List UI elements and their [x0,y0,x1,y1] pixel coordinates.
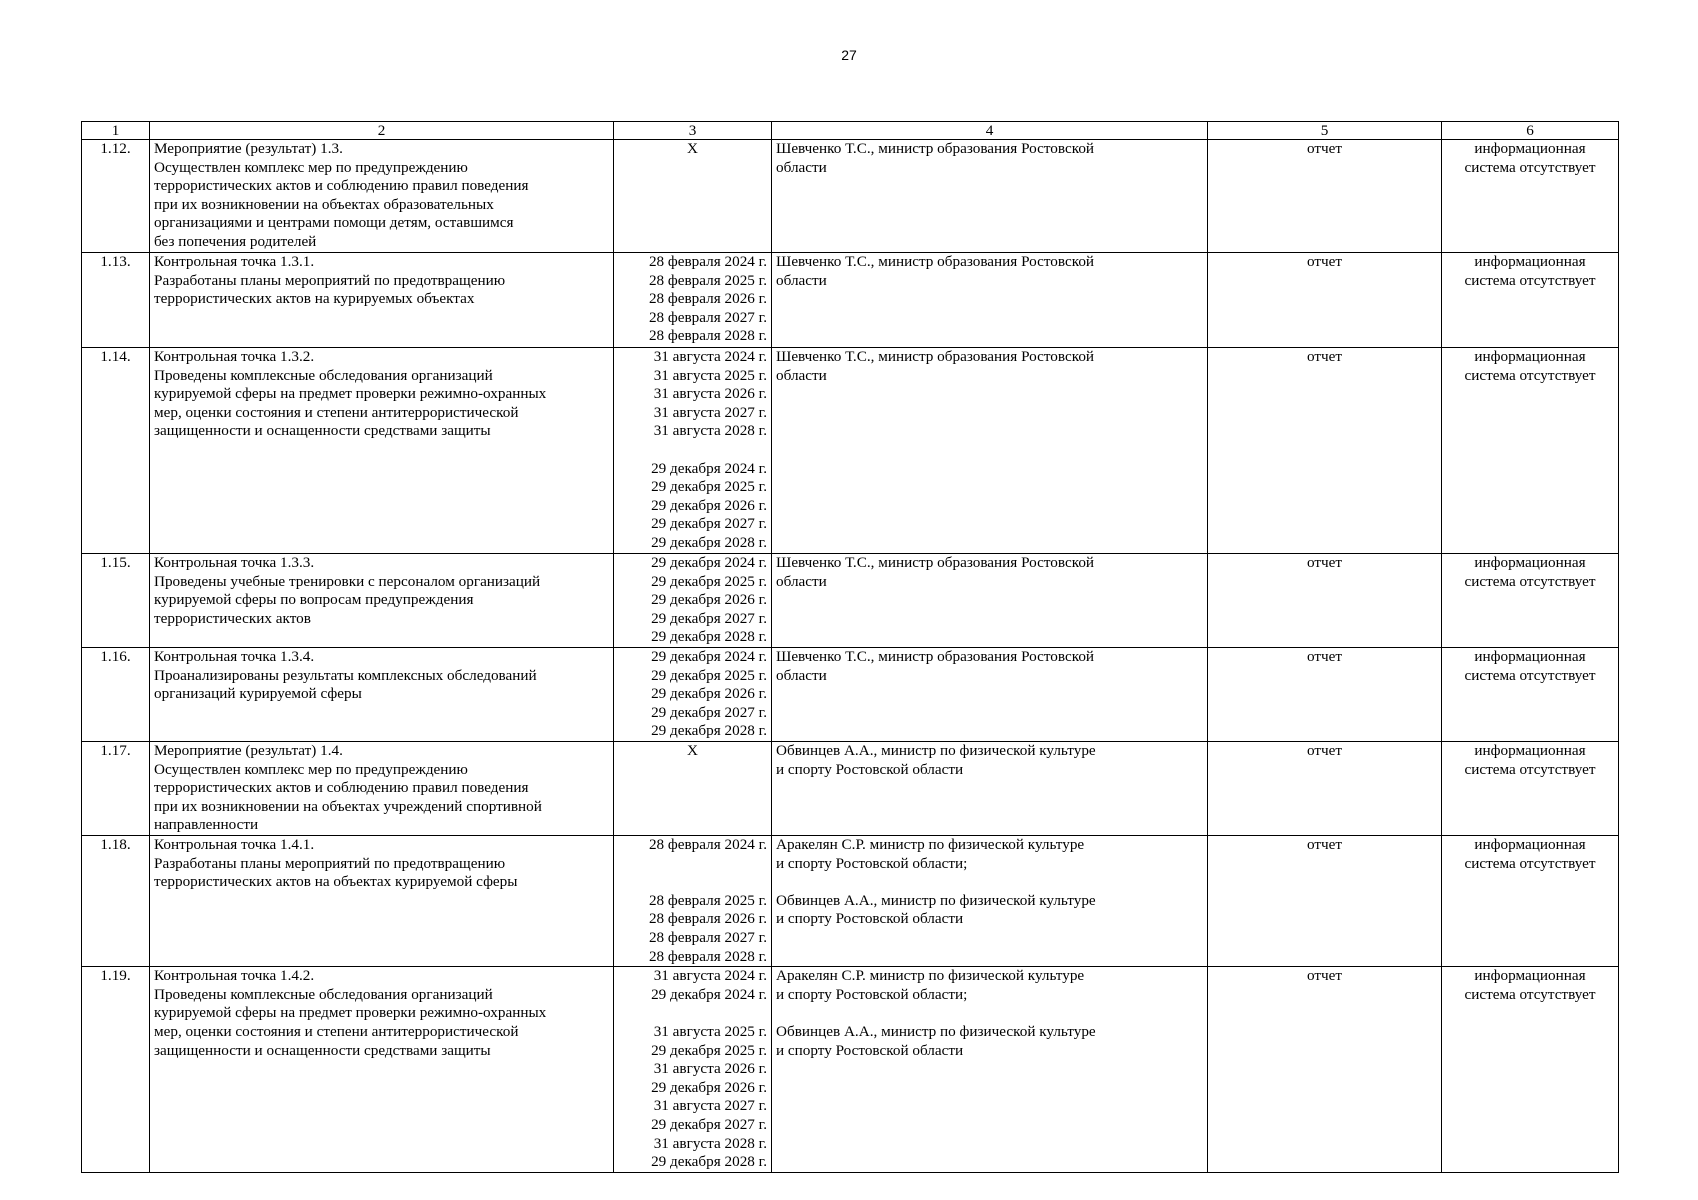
row-responsible: Обвинцев А.А., министр по физической культуре и спорту Ростовской области [772,742,1208,836]
row-number: 1.13. [82,253,150,348]
row-number: 1.18. [82,836,150,967]
row-responsible: Аракелян С.Р. министр по физической культуре и спорту Ростовской области; Обвинцев А.А., министр по физической культуре и спорту Ростовской области [772,836,1208,967]
column-header-1: 1 [82,122,150,140]
row-number: 1.16. [82,648,150,742]
row-information-system: информационная система отсутствует [1442,742,1619,836]
row-number: 1.15. [82,554,150,648]
row-information-system: информационная система отсутствует [1442,348,1619,554]
row-document: отчет [1208,648,1442,742]
row-number: 1.17. [82,742,150,836]
row-description: Мероприятие (результат) 1.3. Осуществлен комплекс мер по предупреждению террористических актов и соблюдению правил поведения при их возникновении на объектах образовательных организациями и центрами помощи детям, оставшимся без попечения родителей [150,140,614,253]
row-information-system: информационная система отсутствует [1442,648,1619,742]
page-number: 27 [841,47,857,63]
row-responsible: Шевченко Т.С., министр образования Ростовской области [772,140,1208,253]
row-document: отчет [1208,836,1442,967]
header-row [82,122,1619,140]
row-responsible: Шевченко Т.С., министр образования Ростовской области [772,348,1208,554]
row-responsible: Аракелян С.Р. министр по физической культуре и спорту Ростовской области; Обвинцев А.А., министр по физической культуре и спорту Ростовской области [772,967,1208,1173]
table-row [82,836,1619,967]
column-header-5: 5 [1208,122,1442,140]
row-description: Контрольная точка 1.4.1. Разработаны планы мероприятий по предотвращению террористических актов на объектах курируемой сферы [150,836,614,967]
row-description: Контрольная точка 1.3.2. Проведены комплексные обследования организаций курируемой сферы на предмет проверки режимно-охранных мер, оценки состояния и степени антитеррористической защищенности и оснащенности средствами защиты [150,348,614,554]
table-row [82,554,1619,648]
row-description: Контрольная точка 1.3.1. Разработаны планы мероприятий по предотвращению террористических актов на курируемых объектах [150,253,614,348]
table-row [82,742,1619,836]
row-number: 1.14. [82,348,150,554]
row-information-system: информационная система отсутствует [1442,554,1619,648]
table-row [82,967,1619,1173]
table-row [82,140,1619,253]
row-responsible: Шевченко Т.С., министр образования Ростовской области [772,554,1208,648]
row-dates: X [614,742,772,836]
row-document: отчет [1208,140,1442,253]
row-description: Мероприятие (результат) 1.4. Осуществлен комплекс мер по предупреждению террористических актов и соблюдению правил поведения при их возникновении на объектах учреждений спортивной направленности [150,742,614,836]
row-dates: 29 декабря 2024 г. 29 декабря 2025 г. 29 декабря 2026 г. 29 декабря 2027 г. 29 декабря 2028 г. [614,554,772,648]
row-responsible: Шевченко Т.С., министр образования Ростовской области [772,253,1208,348]
row-information-system: информационная система отсутствует [1442,967,1619,1173]
row-dates: 28 февраля 2024 г. 28 февраля 2025 г. 28 февраля 2026 г. 28 февраля 2027 г. 28 февраля 2028 г. [614,253,772,348]
row-dates: 31 августа 2024 г. 31 августа 2025 г. 31 августа 2026 г. 31 августа 2027 г. 31 августа 2028 г. 29 декабря 2024 г. 29 декабря 2025 г. 29 декабря 2026 г. 29 декабря 2027 г. 29 декабря 2028 г. [614,348,772,554]
row-document: отчет [1208,348,1442,554]
table-row [82,648,1619,742]
row-document: отчет [1208,554,1442,648]
row-dates: X [614,140,772,253]
plan-table [81,121,1619,1173]
row-dates: 29 декабря 2024 г. 29 декабря 2025 г. 29 декабря 2026 г. 29 декабря 2027 г. 29 декабря 2028 г. [614,648,772,742]
row-document: отчет [1208,967,1442,1173]
row-dates: 28 февраля 2024 г. 28 февраля 2025 г. 28 февраля 2026 г. 28 февраля 2027 г. 28 февраля 2028 г. [614,836,772,967]
row-information-system: информационная система отсутствует [1442,253,1619,348]
row-description: Контрольная точка 1.4.2. Проведены комплексные обследования организаций курируемой сферы на предмет проверки режимно-охранных мер, оценки состояния и степени антитеррористической защищенности и оснащенности средствами защиты [150,967,614,1173]
column-header-4: 4 [772,122,1208,140]
column-header-2: 2 [150,122,614,140]
row-information-system: информационная система отсутствует [1442,140,1619,253]
row-document: отчет [1208,253,1442,348]
row-number: 1.19. [82,967,150,1173]
row-number: 1.12. [82,140,150,253]
column-header-6: 6 [1442,122,1619,140]
row-description: Контрольная точка 1.3.4. Проанализированы результаты комплексных обследований организаций курируемой сферы [150,648,614,742]
row-dates: 31 августа 2024 г. 29 декабря 2024 г. 31 августа 2025 г. 29 декабря 2025 г. 31 августа 2026 г. 29 декабря 2026 г. 31 августа 2027 г. 29 декабря 2027 г. 31 августа 2028 г. 29 декабря 2028 г. [614,967,772,1173]
row-responsible: Шевченко Т.С., министр образования Ростовской области [772,648,1208,742]
row-document: отчет [1208,742,1442,836]
row-description: Контрольная точка 1.3.3. Проведены учебные тренировки с персоналом организаций курируемой сферы по вопросам предупреждения террористических актов [150,554,614,648]
table-row [82,348,1619,554]
row-information-system: информационная система отсутствует [1442,836,1619,967]
column-header-3: 3 [614,122,772,140]
table-row [82,253,1619,348]
